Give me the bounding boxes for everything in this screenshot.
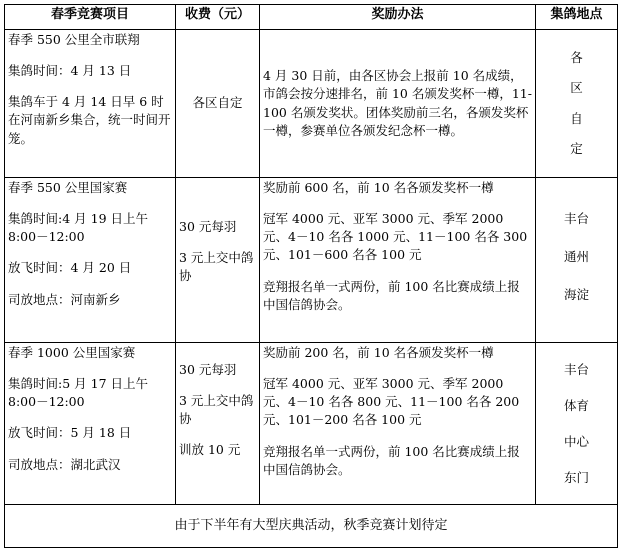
award-text: 冠军 4000 元、亚军 3000 元、季军 2000 元、4－10 名各 1000 元、11－100 名各 300 元、101－600 名各 100 元 <box>263 211 528 263</box>
table-row <box>5 343 618 505</box>
location-line: 区 <box>570 80 583 96</box>
location-line: 通州 <box>563 249 589 265</box>
project-cell <box>5 30 176 178</box>
release-time: 放飞时间：4 月 20 日 <box>8 260 132 276</box>
fee-line: 30 元每羽 <box>179 219 237 234</box>
release-place: 司放地点：河南新乡 <box>8 291 121 307</box>
location-line: 海淀 <box>563 287 589 303</box>
award-text: 竞翔报名单一式两份，前 100 名比赛成绩上报中国信鸽协会。 <box>263 443 520 477</box>
location-line: 各 <box>570 50 583 66</box>
location-line: 定 <box>570 140 583 156</box>
footer-note: 由于下半年有大型庆典活动，秋季竞赛计划待定 <box>5 505 618 548</box>
project-title: 春季 550 公里全市联翔 <box>8 32 140 47</box>
fee-cell <box>176 178 260 343</box>
release-place: 司放地点：湖北武汉 <box>8 456 121 472</box>
location-cell <box>536 343 618 505</box>
fee-cell <box>176 343 260 505</box>
fee-line: 训放 10 元 <box>179 442 241 458</box>
project-cell <box>5 343 176 505</box>
location-cell <box>536 30 618 178</box>
location-line: 中心 <box>563 434 589 450</box>
project-title: 春季 1000 公里国家赛 <box>8 345 136 360</box>
fee-cell <box>176 30 260 178</box>
header-location: 集鸽地点 <box>536 5 618 30</box>
release-time: 放飞时间：5 月 18 日 <box>8 425 132 441</box>
award-cell <box>260 30 536 178</box>
fee-line: 各区自定 <box>192 95 243 111</box>
footer-row <box>5 505 618 548</box>
location-cell <box>536 178 618 343</box>
table-row <box>5 178 618 343</box>
location-line: 东门 <box>563 470 589 486</box>
award-cell <box>260 343 536 505</box>
award-cell <box>260 178 536 343</box>
collect-time: 集鸽时间:4 月 19 日上午 8:00－12:00 <box>8 211 148 245</box>
header-award: 奖励办法 <box>260 5 536 30</box>
project-note: 集鸽车于 4 月 14 日早 6 时在河南新乡集合，统一时间开笼。 <box>8 94 171 146</box>
table-header-row <box>5 5 618 30</box>
collect-time: 集鸽时间:5 月 17 日上午 8:00－12:00 <box>8 376 148 410</box>
location-line: 丰台 <box>563 211 589 226</box>
fee-line: 3 元上交中鸽协 <box>179 250 254 284</box>
award-text: 竞翔报名单一式两份，前 100 名比赛成绩上报中国信鸽协会。 <box>263 278 520 312</box>
header-fee: 收费（元） <box>176 5 260 30</box>
award-text: 奖励前 600 名，前 10 名各颁发奖杯一樽 <box>263 180 494 195</box>
fee-line: 30 元每羽 <box>179 362 237 377</box>
table-row <box>5 30 618 178</box>
project-cell <box>5 178 176 343</box>
award-text: 冠军 4000 元、亚军 3000 元、季军 2000 元、4－10 名各 800 元、11－100 名各 200 元、101－200 名各 100 元 <box>263 376 520 428</box>
fee-line: 3 元上交中鸽协 <box>179 393 254 427</box>
location-line: 丰台 <box>563 362 589 377</box>
award-text: 奖励前 200 名，前 10 名各颁发奖杯一樽 <box>263 345 494 360</box>
location-line: 自 <box>570 110 583 126</box>
award-text: 4 月 30 日前，由各区协会上报前 10 名成绩，市鸽会按分速排名，前 10 名颁发奖杯一樽，11-100 名颁发奖状。团体奖励前三名，各颁发奖杯一樽，参赛单位各颁发纪念杯一樽。 <box>263 68 532 138</box>
race-schedule-table <box>4 4 618 548</box>
header-project: 春季竞赛项目 <box>5 5 176 30</box>
project-title: 春季 550 公里国家赛 <box>8 180 128 195</box>
collect-time: 集鸽时间：4 月 13 日 <box>8 63 132 79</box>
location-line: 体育 <box>563 398 589 414</box>
